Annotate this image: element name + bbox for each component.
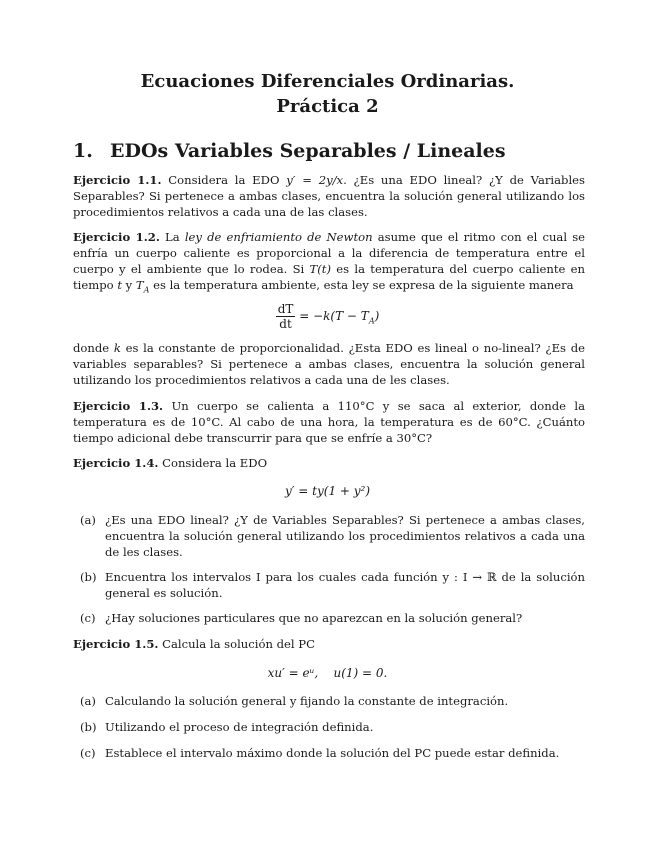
exercise-text: es la temperatura ambiente, esta ley se expresa de la siguiente manera [149, 278, 574, 292]
fraction-denominator: dt [279, 317, 292, 331]
exercise-1-1 [73, 172, 585, 220]
item-text: Establece el intervalo máximo donde la solución del PC puede estar definida. [105, 746, 560, 760]
equation-rhs-end: ) [374, 309, 380, 323]
exercise-text: La [165, 230, 185, 244]
exercise-1-5 [73, 636, 585, 652]
document-subtitle: Práctica 2 [276, 96, 379, 117]
math-subscript: A [143, 285, 150, 295]
exercise-text: Considera la EDO [162, 456, 268, 470]
item-label: (b) [80, 570, 97, 584]
exercise-label: Ejercicio 1.1. [73, 173, 162, 187]
exercise-text: y [121, 278, 136, 292]
exercise-1-4 [73, 455, 585, 471]
section-title: EDOs Variables Separables / Lineales [110, 140, 506, 162]
exercise-1-2-continuation [73, 340, 585, 388]
law-name: ley de enfriamiento de Newton [184, 230, 373, 244]
exercise-text: Calcula la solución del PC [162, 637, 315, 651]
math-subscript: A [368, 316, 375, 326]
exercise-text: es la temperatura del cuerpo caliente en tiempo [73, 262, 586, 292]
fraction-numerator: dT [277, 302, 294, 316]
item-label: (b) [80, 720, 97, 734]
exercise-text: Considera la EDO [168, 173, 287, 187]
item-label: (c) [80, 746, 96, 760]
math-variable: k [113, 341, 121, 355]
exercise-label: Ejercicio 1.2. [73, 230, 160, 244]
exercise-text: es la constante de proporcionalidad. ¿Esta EDO es lineal o no-lineal? ¿Es de variables separables? Si pertenece a ambas clases, encuentra la solución general utilizando los procedimientos relativos a cada una de les clases. [73, 341, 585, 387]
math-variable: T(t) [309, 262, 331, 276]
item-label: (a) [80, 694, 96, 708]
section-heading [73, 139, 506, 163]
equation-rhs: = −k(T − T [299, 309, 369, 323]
inline-equation: y′ = 2y/x [286, 173, 344, 187]
item-text: Calculando la solución general y fijando la constante de integración. [105, 694, 509, 708]
math-variable: t [117, 278, 122, 292]
item-label: (a) [80, 513, 96, 527]
exercise-label: Ejercicio 1.5. [73, 637, 159, 651]
exercise-text: donde [73, 341, 114, 355]
item-text: Utilizando el proceso de integración definida. [105, 720, 374, 734]
item-text: Encuentra los intervalos I para los cuales cada función y : I → ℝ de la solución general es solución. [105, 570, 585, 600]
exercise-text: Un cuerpo se calienta a 110°C y se saca al exterior, donde la temperatura es de 10°C. Al cabo de una hora, la temperatura es de 60°C. ¿Cuánto tiempo adicional debe transcurrir para que se enfríe a 30°C? [73, 399, 586, 445]
derivative-fraction [276, 302, 296, 331]
exercise-1-3 [73, 398, 585, 446]
item-label: (c) [80, 611, 96, 625]
exercise-1-2 [73, 229, 585, 298]
ode-equation: y′ = ty(1 + y²) [284, 484, 371, 498]
exercise-text: asume que el ritmo con el cual se enfría un cuerpo caliente es proporcional a la diferencia de temperatura entre el cuerpo y el ambiente que lo rodea. Si [73, 230, 586, 276]
document-title: Ecuaciones Diferenciales Ordinarias. [140, 71, 515, 92]
exercise-text: . ¿Es una EDO lineal? ¿Y de Variables Separables? Si pertenece a ambas clases, encuentra la solución general utilizando los procedimientos relativos a cada una de las clases. [73, 173, 585, 219]
section-number: 1. [73, 140, 93, 162]
exercise-label: Ejercicio 1.4. [73, 456, 159, 470]
math-variable: T [135, 278, 144, 292]
item-text: ¿Hay soluciones particulares que no aparezcan en la solución general? [105, 611, 523, 625]
newton-equation [0, 302, 655, 331]
exercise-label: Ejercicio 1.3. [73, 399, 164, 413]
item-text: ¿Es una EDO lineal? ¿Y de Variables Separables? Si pertenece a ambas clases, encuentra la solución general utilizando los procedimientos relativos a cada una de les clases. [105, 513, 585, 559]
ivp-equation: xu′ = eᵘ, u(1) = 0. [267, 666, 388, 680]
